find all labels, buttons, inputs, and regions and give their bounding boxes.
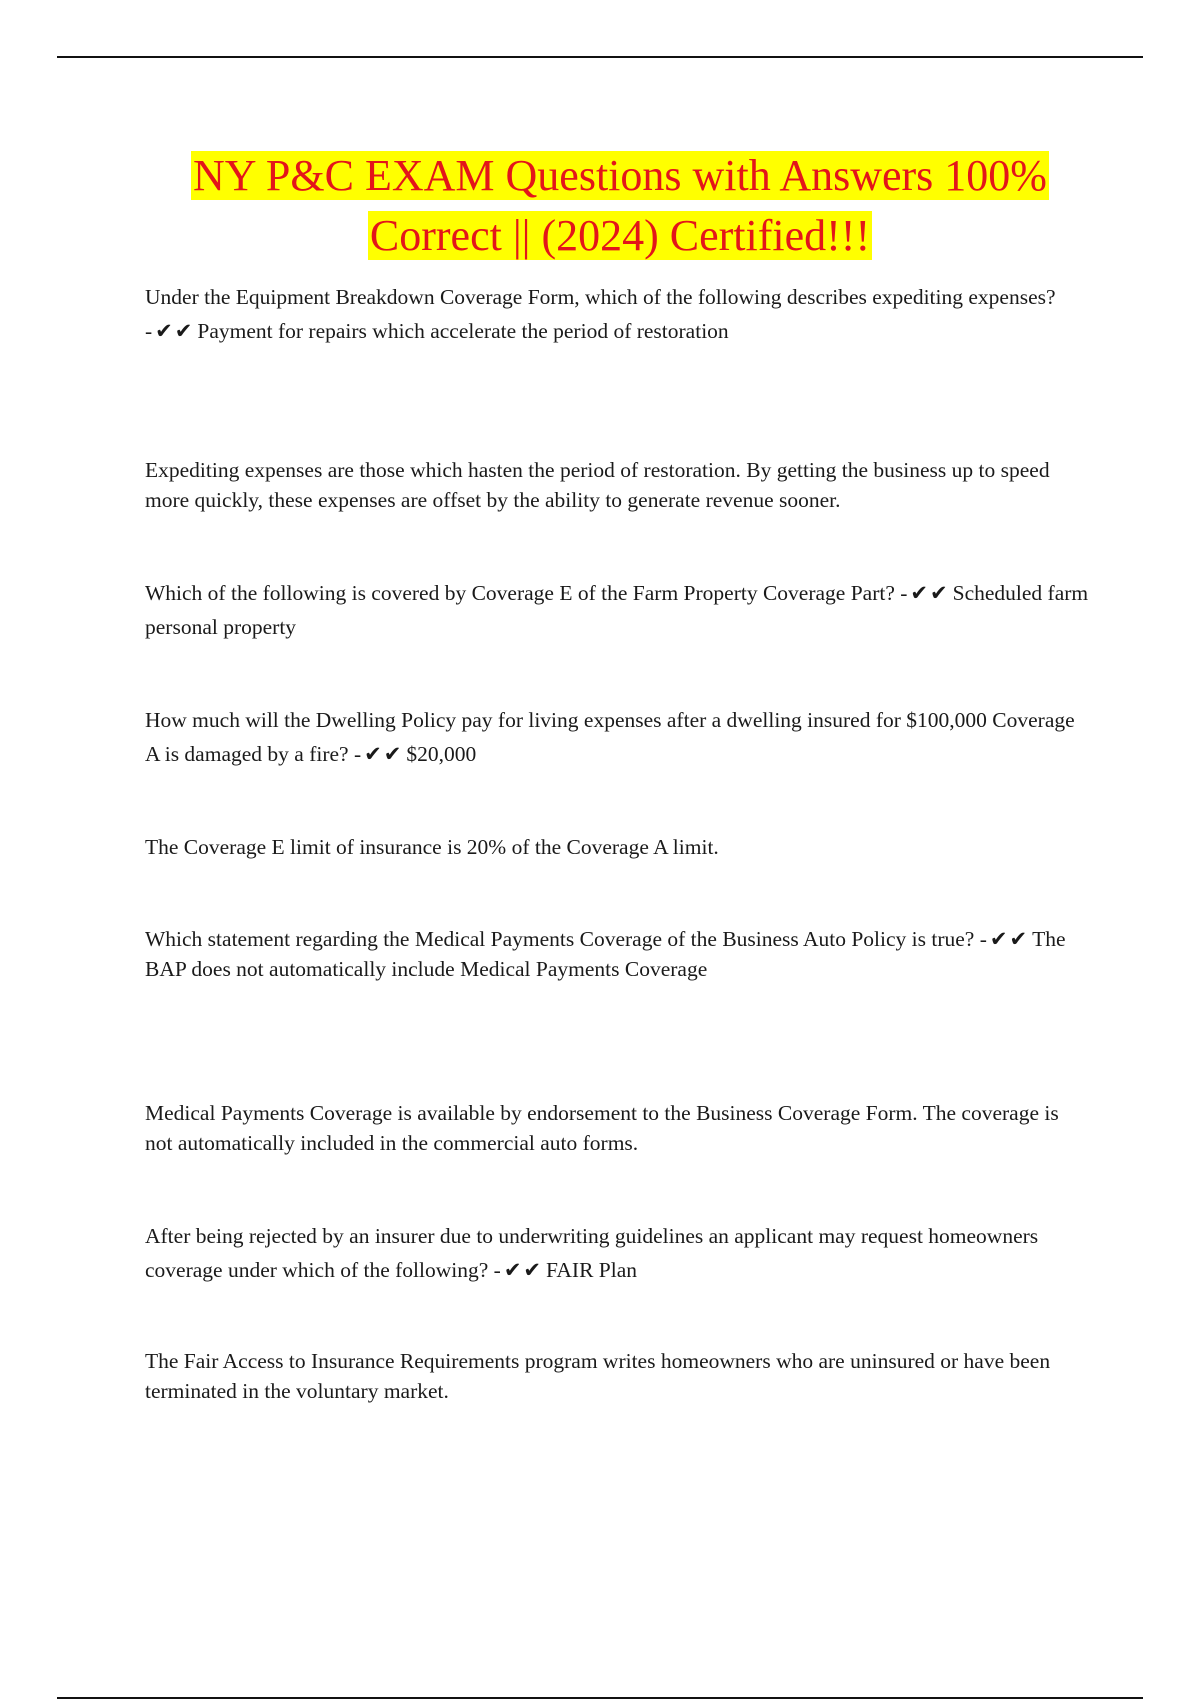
explanation-3: The Coverage E limit of insurance is 20% of the Coverage A limit. [145,835,719,859]
explanation-5: The Fair Access to Insurance Requirements program writes homeowners who are uninsured or have been terminated in the voluntary market. [145,1349,1051,1403]
answer-text: FAIR Plan [546,1258,638,1282]
answer-text: Payment for repairs which accelerate the period of restoration [197,319,729,343]
title-line-1: NY P&C EXAM Questions with Answers 100% [193,151,1047,200]
double-check-icon: ✔✔ [364,742,404,766]
question-5 [145,1219,1090,1287]
question-text: Under the Equipment Breakdown Coverage Form, which of the following describes expediting expenses? - [145,285,1056,343]
question-text: After being rejected by an insurer due to underwriting guidelines an applicant may request homeowners coverage under which of the following? - [145,1224,1039,1282]
double-check-icon: ✔✔ [503,1258,544,1282]
title-line-2: Correct || (2024) Certified!!! [369,211,871,260]
question-text: How much will the Dwelling Policy pay for living expenses after a dwelling insured for $100,000 Coverage A is damaged by a fire? - [145,708,1075,766]
document-title [140,146,1100,266]
question-2 [145,576,1090,644]
answer-text: Scheduled farm personal property [145,581,1089,639]
double-check-icon: ✔✔ [155,319,195,343]
answer-text: $20,000 [406,742,477,766]
double-check-icon: ✔✔ [910,581,950,605]
question-text: Which statement regarding the Medical Payments Coverage of the Business Auto Policy is true? - [145,927,987,951]
question-3 [145,703,1090,771]
answer-text: The BAP does not automatically include Medical Payments Coverage [145,927,1066,981]
question-text: Which of the following is covered by Coverage E of the Farm Property Coverage Part? - [145,581,908,605]
top-rule [57,56,1143,58]
explanation-1: Expediting expenses are those which hasten the period of restoration. By getting the business up to speed more quickly, these expenses are offset by the ability to generate revenue sooner. [145,458,1050,512]
question-1 [145,280,1090,348]
double-check-icon: ✔✔ [989,927,1030,951]
bottom-rule [57,1697,1143,1699]
question-4 [145,924,1090,984]
explanation-4: Medical Payments Coverage is available by endorsement to the Business Coverage Form. The coverage is not automatically included in the commercial auto forms. [145,1101,1059,1155]
